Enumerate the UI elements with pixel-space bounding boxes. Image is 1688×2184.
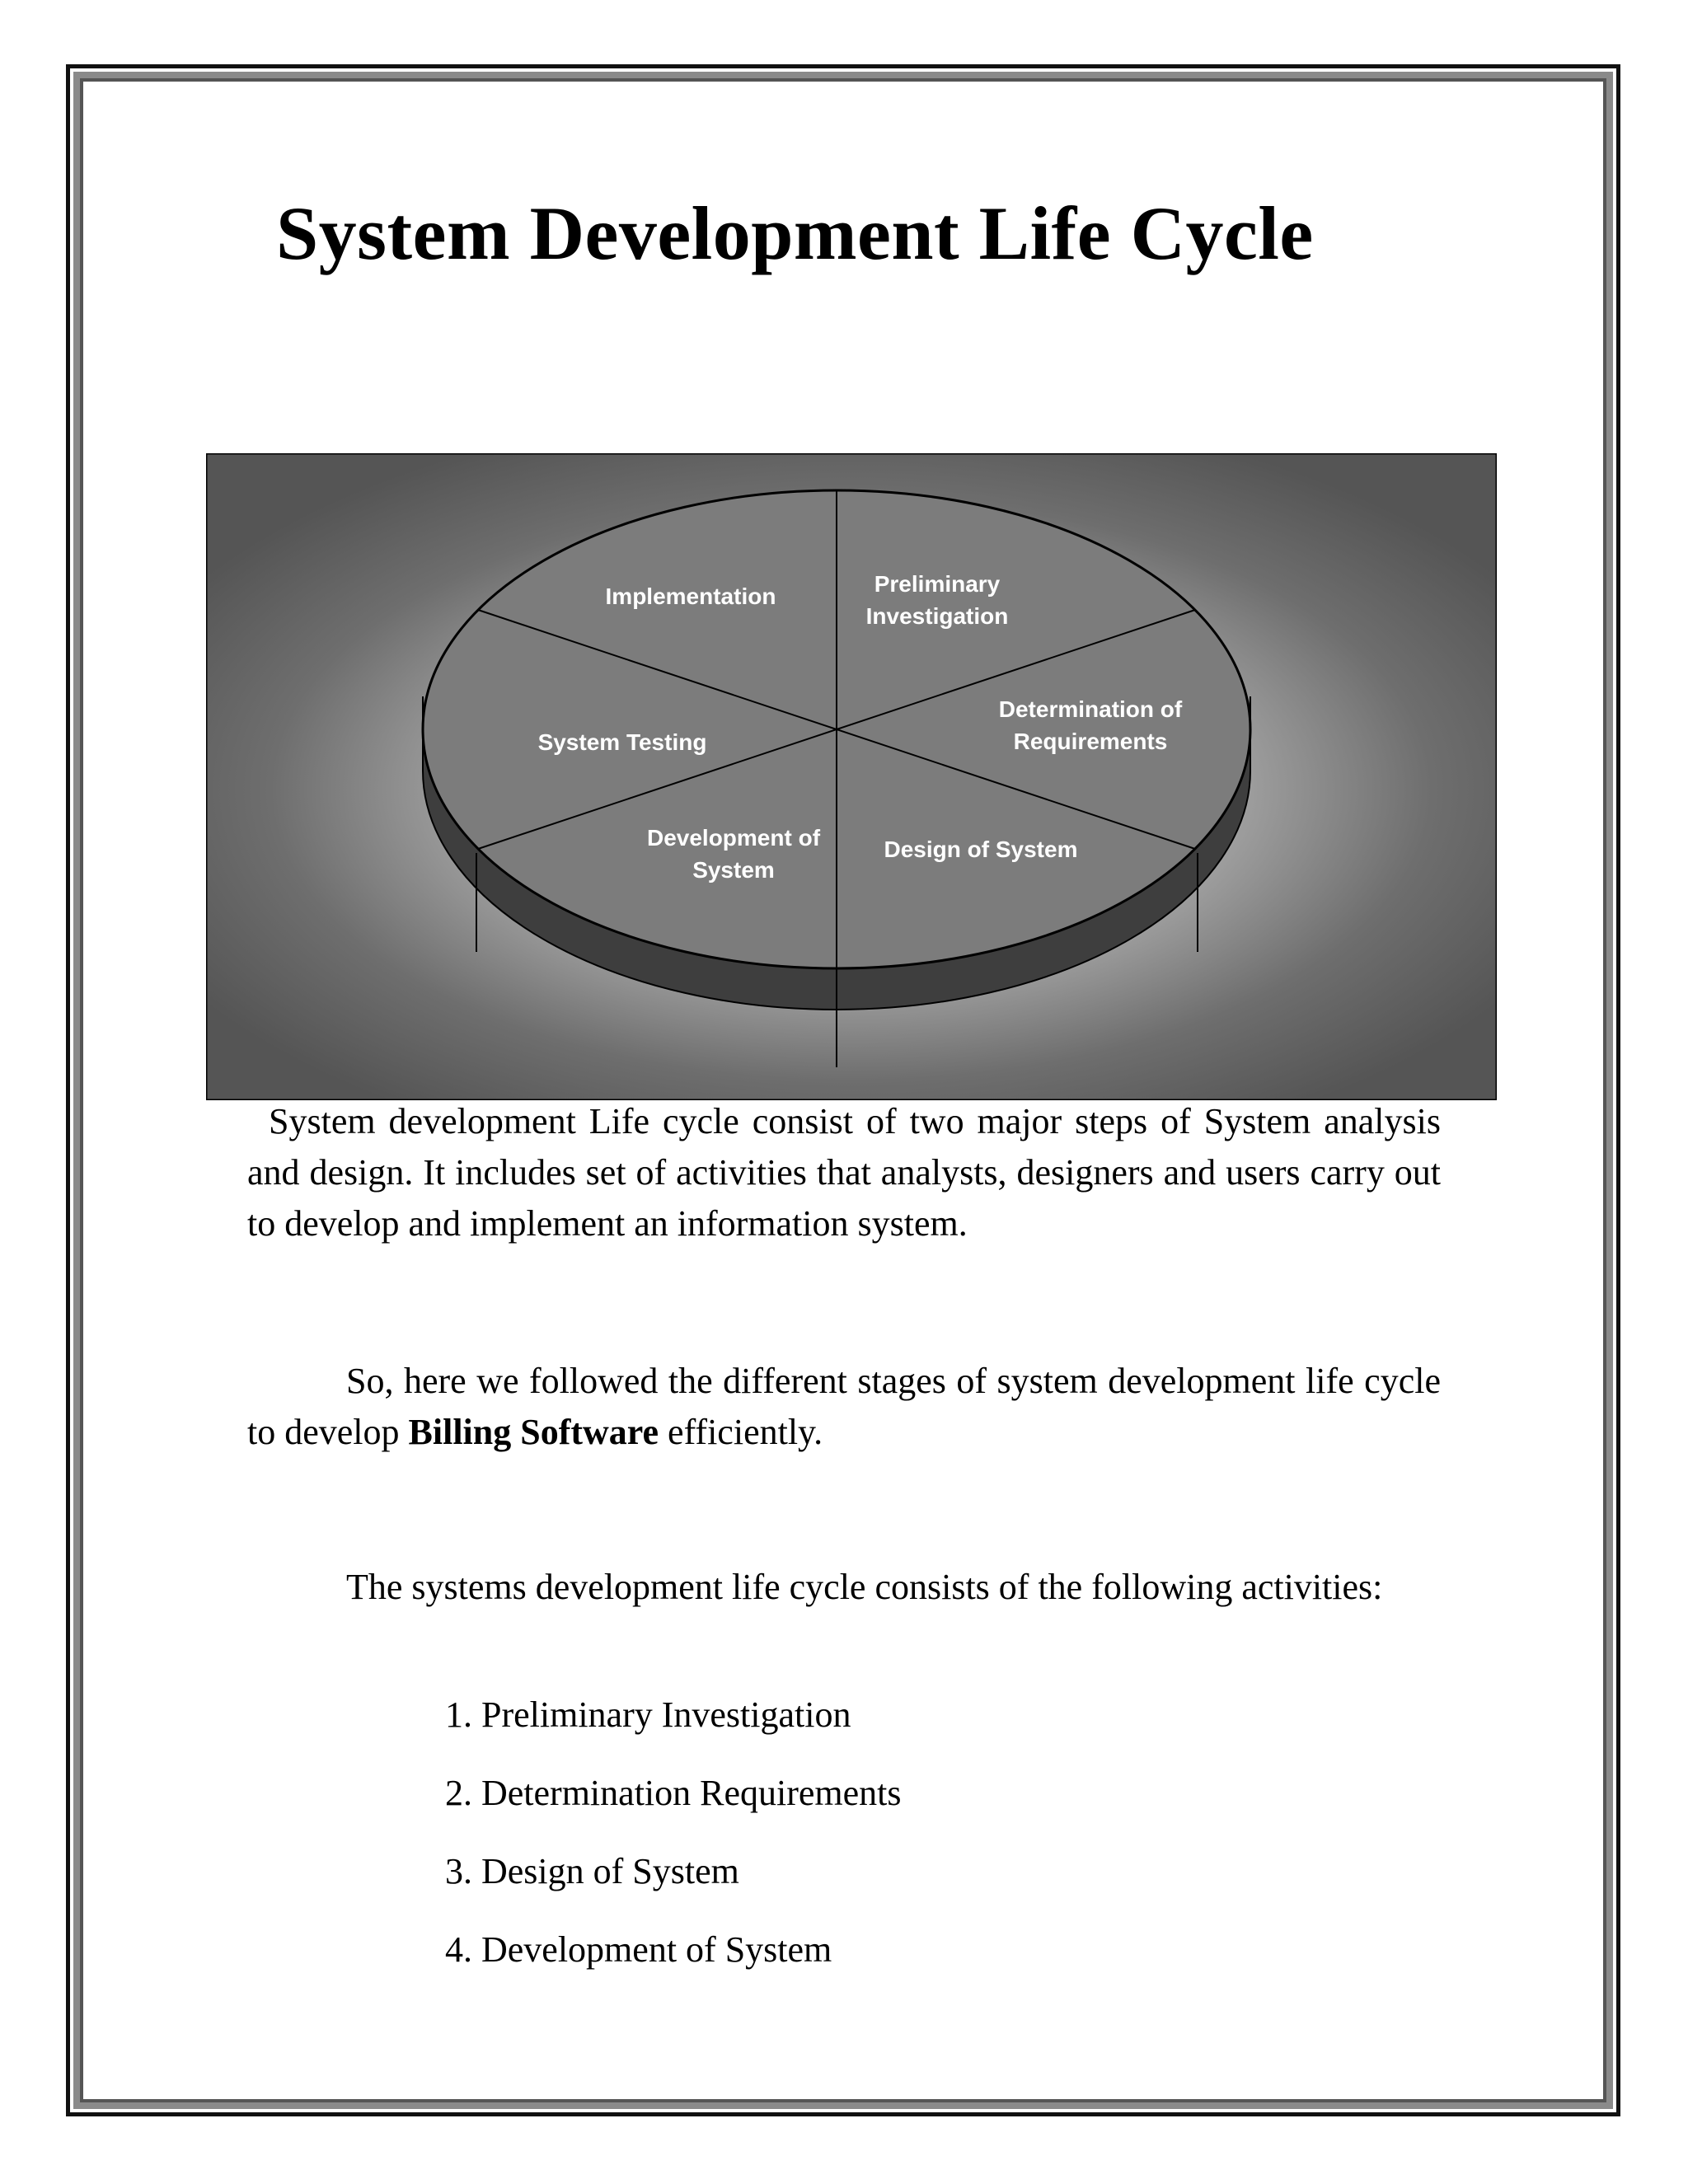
label-preliminary-line1: Preliminary [874,571,1001,597]
activity-item: 3. Design of System [445,1851,739,1891]
intro-paragraph: System development Life cycle consist of two major steps of System analysis and design. It includes set of activities that analysts, designers and users carry out to develop and implement an information system. [247,1101,1441,1244]
activities-list [445,1690,902,2003]
label-determination-line1: Determination of [998,696,1183,722]
sdlc-pie-svg [206,453,1497,1100]
label-implementation: Implementation [605,583,776,609]
activity-item: 4. Development of System [445,1929,832,1970]
activity-item: 2. Determination Requirements [445,1773,902,1813]
activities-intro: The systems development life cycle consists of the following activities: [346,1567,1383,1607]
billing-paragraph-start: So, here we followed the different stages of system development life cycle to develop [247,1361,1441,1452]
label-determination-line2: Requirements [1013,729,1168,754]
label-development-line1: Development of [646,825,821,851]
billing-software-emphasis: Billing Software [408,1412,659,1452]
label-preliminary-line2: Investigation [865,603,1009,629]
billing-paragraph-end: efficiently. [659,1412,823,1452]
sdlc-diagram [206,453,1497,1100]
label-system-testing: System Testing [537,729,707,755]
activity-item: 1. Preliminary Investigation [445,1694,851,1735]
page-title: System Development Life Cycle [276,191,1314,275]
label-development-line2: System [692,857,775,883]
label-design: Design of System [884,837,1078,862]
billing-paragraph [247,1356,1441,1458]
